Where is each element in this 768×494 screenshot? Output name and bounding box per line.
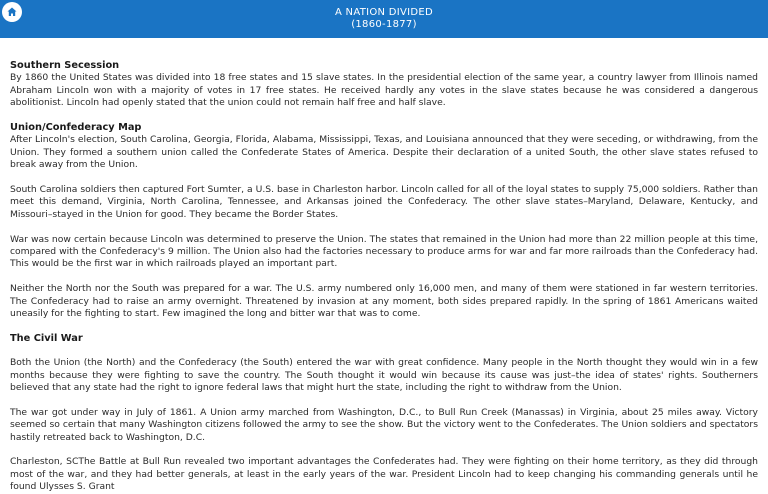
app-header xyxy=(0,0,768,38)
paragraph: War was now certain because Lincoln was determined to preserve the Union. The states that remained in the Union had more than 22 million people at this time, compared with the Confederacy's 9 million. The Union also had the factories necessary to produce arms for war and far more railroads than the Confederacy had. This would be the first war in which railroads played an important part. xyxy=(10,233,758,270)
page-title: A NATION DIVIDED xyxy=(334,7,434,18)
section-union-confederacy-map xyxy=(10,122,758,320)
article-content xyxy=(10,60,758,493)
section-heading: Southern Secession xyxy=(10,60,120,71)
page-subtitle: (1860-1877) xyxy=(351,19,417,30)
paragraph: Both the Union (the North) and the Confederacy (the South) entered the war with great confidence. Many people in the North thought they would win in a few months because they were fighting to save the country. The South thought it would win because its cause was just–the idea of states' rights. Southerners believed that any state had the right to ignore federal laws that might hurt the state, including the right to withdraw from the Union. xyxy=(10,357,758,394)
title-block xyxy=(0,7,768,31)
section-heading: The Civil War xyxy=(10,332,83,344)
section-heading[interactable]: Union/Confederacy Map xyxy=(10,122,142,134)
paragraph: South Carolina soldiers then captured Fort Sumter, a U.S. base in Charleston harbor. Lincoln called for all of the loyal states to supply 75,000 soldiers. Rather than meet this demand, Virginia, North Carolina, Tennessee, and Arkansas joined the Confederacy. The other slave states–Maryland, Delaware, Kentucky, and Missouri–stayed in the Union for good. They became the Border States. xyxy=(10,184,758,220)
paragraph: By 1860 the United States was divided into 18 free states and 15 slave states. In the presidential election of the same year, a country lawyer from Illinois named Abraham Lincoln won with a majority of votes in 17 free states. He received hardly any votes in the slave states because he was considered a dangerous abolitionist. Lincoln had openly stated that the union could not remain half free and half slave. xyxy=(10,72,758,109)
section-the-civil-war xyxy=(10,333,758,494)
paragraph: The war got under way in July of 1861. A Union army marched from Washington, D.C., to Bull Run Creek (Manassas) in Virginia, about 25 miles away. Victory seemed so certain that many Washington citizens followed the army to see the show. But the victory went to the Confederates. The Union soldiers and spectators hastily retreated back to Washington, D.C. xyxy=(10,406,758,443)
paragraph: After Lincoln's election, South Carolina, Georgia, Florida, Alabama, Mississippi, Texas, and Louisiana announced that they were seceding, or withdrawing, from the Union. They formed a southern union called the Confederate States of America. Despite their declaration of a united South, the other slave states refused to break away from the Union. xyxy=(10,134,758,171)
paragraph: Charleston, SCThe Battle at Bull Run revealed two important advantages the Confederates had. They were fighting on their home territory, as they did through most of the war, and they had better generals, at least in the early years of the war. President Lincoln had to keep changing his commanding generals until he found Ulysses S. Grant xyxy=(10,456,758,493)
section-southern-secession xyxy=(10,60,758,110)
paragraph: Neither the North nor the South was prepared for a war. The U.S. army numbered only 16,000 men, and many of them were stationed in far western territories. The Confederacy had to raise an army overnight. Threatened by invasion at any moment, both sides prepared rapidly. In the spring of 1861 Americans waited uneasily for the fighting to start. Few imagined the long and bitter war that was to come. xyxy=(10,283,758,320)
